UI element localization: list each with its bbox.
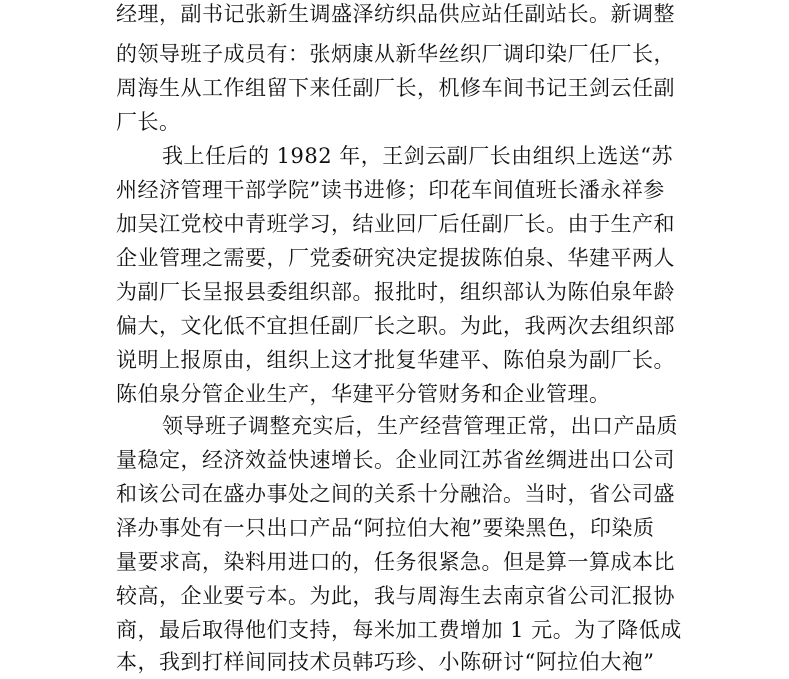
text-line: 说明上报原由，组织上这才批复华建平、陈伯泉为副厂长。	[116, 348, 675, 372]
text-line: 的领导班子成员有：张炳康从新华丝织厂调印染厂任厂长，	[116, 42, 675, 66]
text-line: 较高，企业要亏本。为此，我与周海生去南京省公司汇报协	[116, 584, 675, 608]
text-line: 为副厂长呈报县委组织部。报批时，组织部认为陈伯泉年龄	[116, 280, 675, 304]
text-line: 周海生从工作组留下来任副厂长，机修车间书记王剑云任副	[116, 76, 675, 100]
text-line: 商，最后取得他们支持，每米加工费增加 1 元。为了降低成	[116, 618, 682, 642]
text-line: 厂长。	[116, 110, 181, 134]
text-line: 陈伯泉分管企业生产，华建平分管财务和企业管理。	[116, 382, 611, 406]
text-line: 量要求高，染料用进口的，任务很紧急。但是算一算成本比	[116, 550, 675, 574]
text-line: 泽办事处有一只出口产品“阿拉伯大袍”要染黑色，印染质	[116, 516, 655, 540]
text-line: 偏大，文化低不宜担任副厂长之职。为此，我两次去组织部	[116, 314, 675, 338]
paragraph-first-line: 领导班子调整充实后，生产经营管理正常，出口产品质	[162, 414, 678, 438]
text-line: 企业管理之需要，厂党委研究决定提拔陈伯泉、华建平两人	[116, 246, 675, 270]
text-line: 州经济管理干部学院”读书进修；印花车间值班长潘永祥参	[116, 178, 665, 202]
text-line: 经理，副书记张新生调盛泽纺织品供应站任副站长。新调整	[116, 2, 675, 26]
text-line: 和该公司在盛办事处之间的关系十分融洽。当时，省公司盛	[116, 482, 675, 506]
paragraph-first-line: 我上任后的 1982 年，王剑云副厂长由组织上选送“苏	[162, 144, 674, 168]
text-line: 量稳定，经济效益快速增长。企业同江苏省丝绸进出口公司	[116, 448, 675, 472]
text-line: 加吴江党校中青班学习，结业回厂后任副厂长。由于生产和	[116, 212, 675, 236]
text-line: 本，我到打样间同技术员韩巧珍、小陈研讨“阿拉伯大袍”	[116, 650, 655, 674]
